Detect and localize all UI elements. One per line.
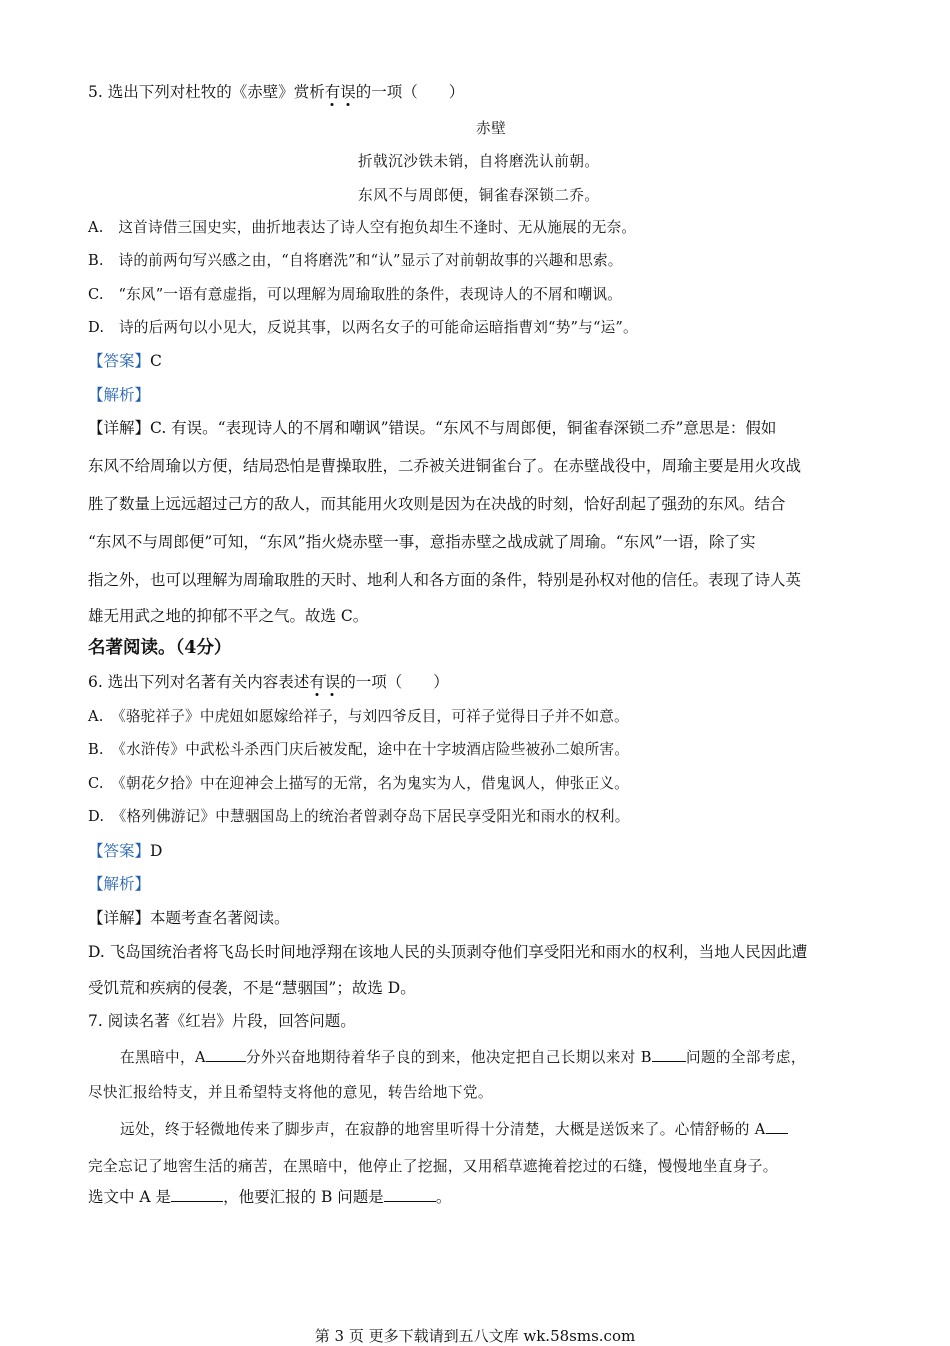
q7-question-text-a: 选文中 A 是: [88, 1188, 172, 1206]
q5-answer-value: C: [150, 352, 162, 370]
q6-answer: [88, 841, 162, 861]
blank-underline: [766, 1119, 788, 1134]
answer-blank[interactable]: [384, 1187, 436, 1202]
q5-detail-line-1: [88, 418, 776, 438]
q7-question-text-c: 。: [435, 1188, 452, 1206]
q7-question-text-b: ，他要汇报的 B 问题是: [223, 1188, 384, 1206]
q6-stem-tail: 的一项（ ）: [340, 673, 449, 691]
q6-option-d: D. 《格列佛游记》中慧骃国岛上的统治者曾剥夺岛下居民享受阳光和雨水的权利。: [88, 808, 630, 825]
section-heading: 名著阅读。（4分）: [88, 638, 232, 658]
q6-stem-emphasis-2: 误: [324, 673, 341, 691]
q5-answer-label: 【答案】: [88, 352, 151, 370]
blank-underline: [652, 1047, 686, 1062]
q7-passage-2-line-1: [120, 1118, 788, 1139]
q6-answer-value: D: [150, 842, 163, 860]
q6-option-b: B. 《水浒传》中武松斗杀西门庆后被发配，途中在十字坡酒店险些被孙二娘所害。: [88, 741, 630, 758]
q6-detail-line-3: 受饥荒和疾病的侵袭，不是“慧骃国”；故选 D。: [88, 979, 416, 997]
q5-stem: [88, 82, 464, 102]
poem-line-1: 折戟沉沙铁未销，自将磨洗认前朝。: [358, 153, 600, 170]
q5-detail-line-3: 胜了数量上远远超过己方的敌人，而其能用火攻则是因为在决战的时刻，恰好刮起了强劲的东风。结合: [88, 495, 786, 513]
q5-analysis-label: 【解析】: [88, 386, 151, 404]
poem-title: 赤壁: [476, 120, 507, 137]
q7-question: [88, 1187, 451, 1207]
q6-detail-line-1: [88, 908, 290, 928]
poem-line-2: 东风不与周郎便，铜雀春深锁二乔。: [358, 187, 600, 204]
q5-option-d: D. 诗的后两句以小见大，反说其事，以两名女子的可能命运暗指曹刘“势”与“运”。: [88, 319, 638, 336]
q7-passage-1-text-a: 在黑暗中，A: [120, 1049, 206, 1066]
q5-detail-line-6: 雄无用武之地的抑郁不平之气。故选 C。: [88, 607, 369, 625]
q6-detail-label: 【详解】: [88, 909, 151, 927]
q5-stem-emphasis-1: 有: [324, 83, 341, 101]
q5-detail-label: 【详解】: [88, 419, 151, 437]
q7-stem: 7. 阅读名著《红岩》片段，回答问题。: [88, 1012, 356, 1030]
q5-detail-line-2: 东风不给周瑜以方便，结局恐怕是曹操取胜，二乔被关进铜雀台了。在赤壁战役中，周瑜主要是用火攻战: [88, 457, 802, 475]
q6-stem-emphasis-1: 有: [309, 673, 325, 691]
q6-detail-text-1: 本题考查名著阅读。: [150, 909, 290, 927]
q6-stem: [88, 672, 449, 692]
page-footer: 第 3 页 更多下载请到五八文库 wk.58sms.com: [314, 1327, 636, 1345]
q6-stem-text: 6. 选出下列对名著有关内容表述: [88, 673, 310, 691]
q5-detail-line-4: “东风不与周郎便”可知，“东风”指火烧赤壁一事，意指赤壁之战成就了周瑜。“东风”一语，除了实: [88, 533, 756, 551]
q5-option-a: A. 这首诗借三国史实，曲折地表达了诗人空有抱负却生不逢时、无从施展的无奈。: [88, 219, 637, 236]
q6-option-c: C. 《朝花夕拾》中在迎神会上描写的无常，名为鬼实为人，借鬼讽人，伸张正义。: [88, 775, 629, 792]
blank-underline: [206, 1047, 246, 1062]
q5-stem-text: 5. 选出下列对杜牧的《赤壁》赏析: [88, 83, 325, 101]
q6-answer-label: 【答案】: [88, 842, 151, 860]
q5-answer: [88, 351, 162, 371]
q7-passage-1-text-c: 问题的全部考虑，: [685, 1049, 806, 1066]
q7-passage-2-line-2: 完全忘记了地窖生活的痛苦，在黑暗中，他停止了挖掘，又用稻草遮掩着挖过的石缝，慢慢地坐直身子。: [88, 1158, 778, 1175]
answer-blank[interactable]: [171, 1187, 223, 1202]
q6-option-a: A. 《骆驼祥子》中虎妞如愿嫁给祥子，与刘四爷反目，可祥子觉得日子并不如意。: [88, 708, 629, 725]
q5-detail-line-5: 指之外，也可以理解为周瑜取胜的天时、地利人和各方面的条件，特别是孙权对他的信任。表现了诗人英: [88, 571, 802, 589]
q7-passage-1-text-b: 分外兴奋地期待着华子良的到来，他决定把自己长期以来对 B: [245, 1049, 652, 1066]
q6-detail-line-2: D. 飞岛国统治者将飞岛长时间地浮翔在该地人民的头顶剥夺他们享受阳光和雨水的权利，当地人民因此遭: [88, 943, 808, 961]
q7-passage-1-line-1: [120, 1046, 806, 1067]
q5-option-c: C. “东风”一语有意虚指，可以理解为周瑜取胜的条件，表现诗人的不屑和嘲讽。: [88, 286, 622, 303]
q5-option-b: B. 诗的前两句写兴感之由，“自将磨洗”和“认”显示了对前朝故事的兴趣和思索。: [88, 252, 623, 269]
q5-stem-emphasis-2: 误: [340, 83, 356, 101]
q5-stem-tail: 的一项（ ）: [355, 83, 465, 101]
q5-detail-text-1: C. 有误。“表现诗人的不屑和嘲讽”错误。“东风不与周郎便，铜雀春深锁二乔”意思是：假如: [150, 419, 777, 437]
q7-passage-2-text-a: 远处，终于轻微地传来了脚步声，在寂静的地窖里听得十分清楚，大概是送饭来了。心情舒畅的 A: [120, 1121, 766, 1138]
q6-analysis-label: 【解析】: [88, 875, 151, 893]
q7-passage-1-line-2: 尽快汇报给特支，并且希望特支将他的意见，转告给地下党。: [88, 1084, 493, 1101]
